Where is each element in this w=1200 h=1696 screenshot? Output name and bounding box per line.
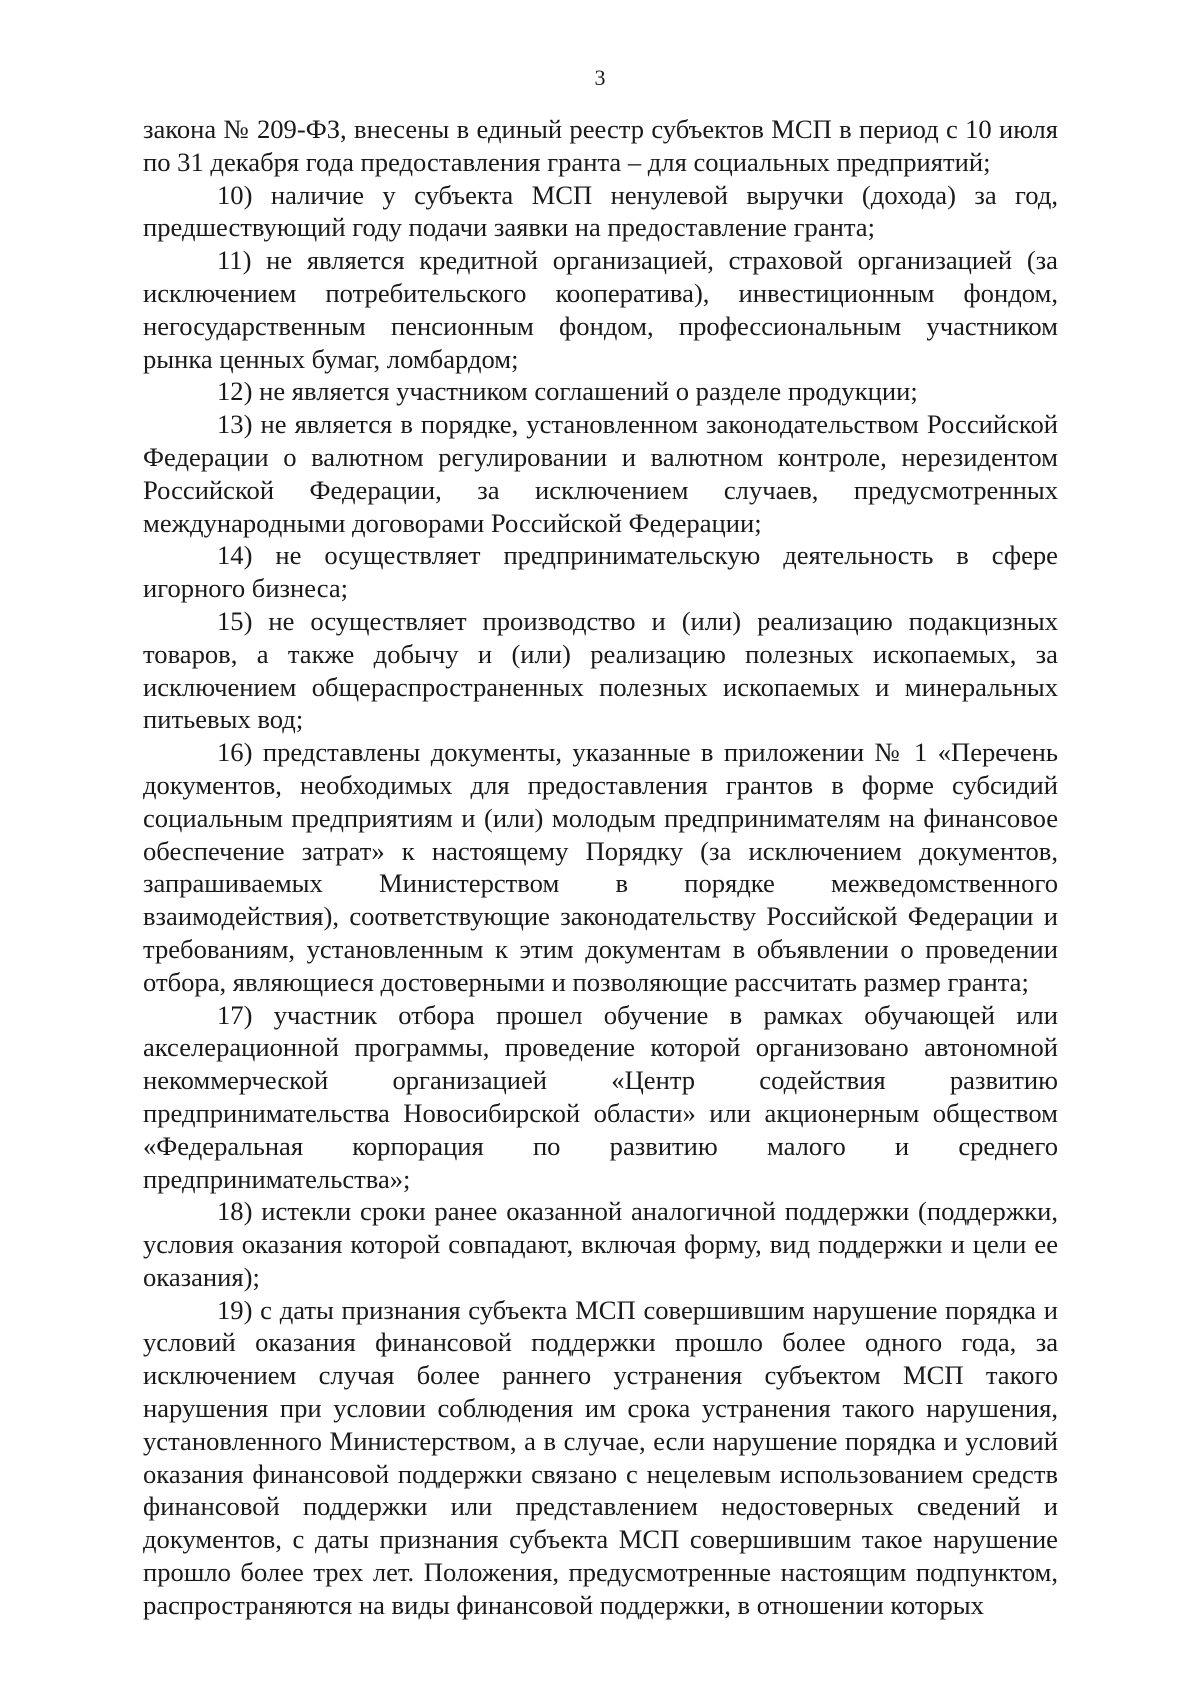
paragraph-item-11: 11) не является кредитной организацией, страховой организацией (за исключением потребительского кооператива), инвестиционным фондом, негосударственным пенсионным фондом, профессиональным участником рынка ценных бумаг, ломбардом; (143, 245, 1058, 374)
paragraph-item-14: 14) не осуществляет предпринимательскую деятельность в сфере игорного бизнеса; (143, 540, 1058, 604)
paragraph-item-17: 17) участник отбора прошел обучение в рамках обучающей или акселерационной программы, проведение которой организовано автономной некоммерческой организацией «Центр содействия развитию предпринимательства Новосибирской области» или акционерным обществом «Федеральная корпорация по развитию малого и среднего предпринимательства»; (143, 999, 1058, 1194)
paragraph-item-12: 12) не является участником соглашений о разделе продукции; (217, 376, 918, 407)
document-body (143, 113, 1058, 1622)
paragraph-item-16: 16) представлены документы, указанные в приложении № 1 «Перечень документов, необходимых для предоставления грантов в форме субсидий социальным предприятиям и (или) молодым предпринимателям на финансовое обеспечение затрат» к настоящему Порядку (за исключением документов, запрашиваемых Министерством в порядке межведомственного взаимодействия), соответствующие законодательству Российской Федерации и требованиям, установленным к этим документам в объявлении о проведении отбора, являющиеся достоверными и позволяющие рассчитать размер гранта; (143, 737, 1058, 997)
paragraph-item-13: 13) не является в порядке, установленном законодательством Российской Федерации о валютном регулировании и валютном контроле, нерезидентом Российской Федерации, за исключением случаев, предусмотренных международными договорами Российской Федерации; (143, 409, 1058, 538)
paragraph-continuation: закона № 209-ФЗ, внесены в единый реестр субъектов МСП в период с 10 июля по 31 декабря года предоставления гранта – для социальных предприятий; (143, 114, 1058, 177)
paragraph-item-18: 18) истекли сроки ранее оказанной аналогичной поддержки (поддержки, условия оказания которой совпадают, включая форму, вид поддержки и цели ее оказания); (143, 1196, 1058, 1292)
paragraph-item-15: 15) не осуществляет производство и (или) реализацию подакцизных товаров, а также добычу и (или) реализацию полезных ископаемых, за исключением общераспространенных полезных ископаемых и минеральных питьевых вод; (143, 605, 1058, 735)
page-number: 3 (594, 65, 606, 90)
paragraph-item-19: 19) с даты признания субъекта МСП совершившим нарушение порядка и условий оказания финансовой поддержки прошло более одного года, за исключением случая более раннего устранения субъектом МСП такого нарушения при условии соблюдения им срока устранения такого нарушения, установленного Министерством, а в случае, если нарушение порядка и условий оказания финансовой поддержки связано с нецелевым использованием средств финансовой поддержки или представлением недостоверных сведений и документов, с даты признания субъекта МСП совершившим такое нарушение прошло более трех лет. Положения, предусмотренные настоящим подпунктом, распространяются на виды финансовой поддержки, в отношении которых (143, 1294, 1058, 1620)
paragraph-item-10: 10) наличие у субъекта МСП ненулевой выручки (дохода) за год, предшествующий году подачи заявки на предоставление гранта; (143, 179, 1058, 243)
